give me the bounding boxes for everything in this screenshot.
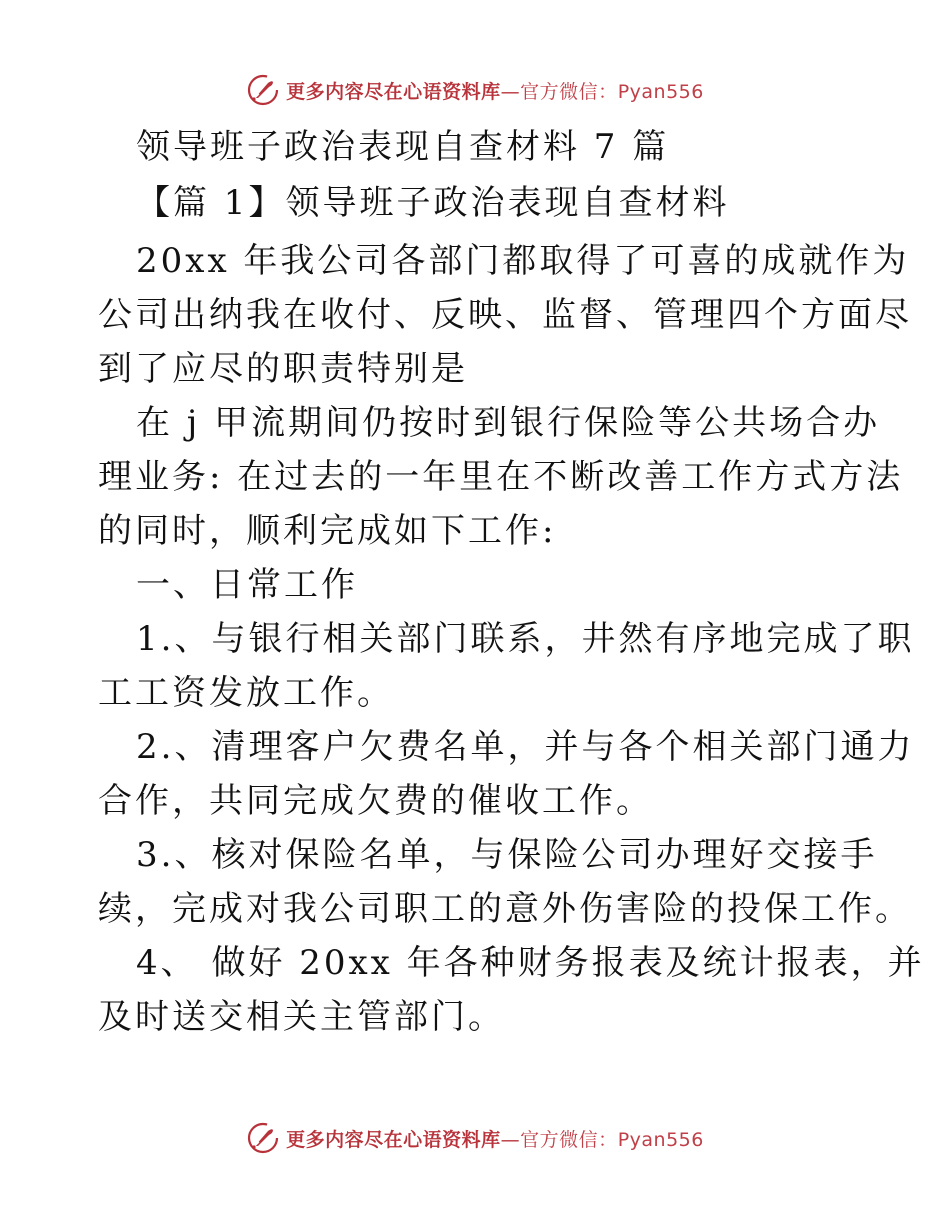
list-item-line: 续，完成对我公司职工的意外伤害险的投保工作。 bbox=[98, 889, 912, 929]
watermark-separator: — bbox=[500, 80, 521, 103]
list-item-line: 1.、与银行相关部门联系，井然有序地完成了职 bbox=[136, 619, 915, 659]
paragraph-line: 理业务: 在过去的一年里在不断改善工作方式方法 bbox=[98, 457, 904, 497]
watermark-wechat-id: Pyan556 bbox=[617, 80, 704, 103]
watermark-banner-bottom bbox=[0, 1118, 950, 1158]
watermark-text bbox=[286, 77, 704, 104]
watermark-wechat-label: 官方微信： bbox=[520, 1128, 618, 1151]
paragraph-line: 的同时，顺利完成如下工作: bbox=[98, 511, 557, 551]
list-item-line: 合作，共同完成欠费的催收工作。 bbox=[98, 781, 653, 821]
paragraph-line: 公司出纳我在收付、反映、监督、管理四个方面尽 bbox=[98, 295, 912, 335]
subheading: 一、日常工作 bbox=[136, 565, 358, 605]
paragraph-line: 在 j 甲流期间仍按时到银行保险等公共场合办 bbox=[136, 403, 881, 443]
list-item-line: 2.、清理客户欠费名单，并与各个相关部门通力 bbox=[136, 727, 915, 767]
watermark-wechat-label: 官方微信： bbox=[520, 80, 618, 103]
document-title: 领导班子政治表现自查材料 7 篇 bbox=[136, 127, 670, 167]
list-item-line: 及时送交相关主管部门。 bbox=[98, 997, 505, 1037]
watermark-main-text: 更多内容尽在心语资料库 bbox=[286, 1128, 501, 1151]
list-item-line: 4、 做好 20xx 年各种财务报表及统计报表，并 bbox=[136, 943, 925, 983]
watermark-banner-top bbox=[0, 70, 950, 110]
watermark-wechat-id: Pyan556 bbox=[617, 1128, 704, 1151]
watermark-separator: — bbox=[500, 1128, 521, 1151]
quill-logo-icon bbox=[246, 73, 280, 107]
section-heading: 【篇 1】领导班子政治表现自查材料 bbox=[136, 183, 730, 223]
watermark-main-text: 更多内容尽在心语资料库 bbox=[286, 80, 501, 103]
list-item-line: 工工资发放工作。 bbox=[98, 673, 394, 713]
list-item-line: 3.、核对保险名单，与保险公司办理好交接手 bbox=[136, 835, 878, 875]
document-body bbox=[98, 122, 925, 1044]
watermark-text bbox=[286, 1125, 704, 1152]
quill-logo-icon bbox=[246, 1121, 280, 1155]
paragraph-line: 到了应尽的职责特别是 bbox=[98, 349, 468, 389]
paragraph-line: 20xx 年我公司各部门都取得了可喜的成就作为 bbox=[136, 241, 910, 281]
